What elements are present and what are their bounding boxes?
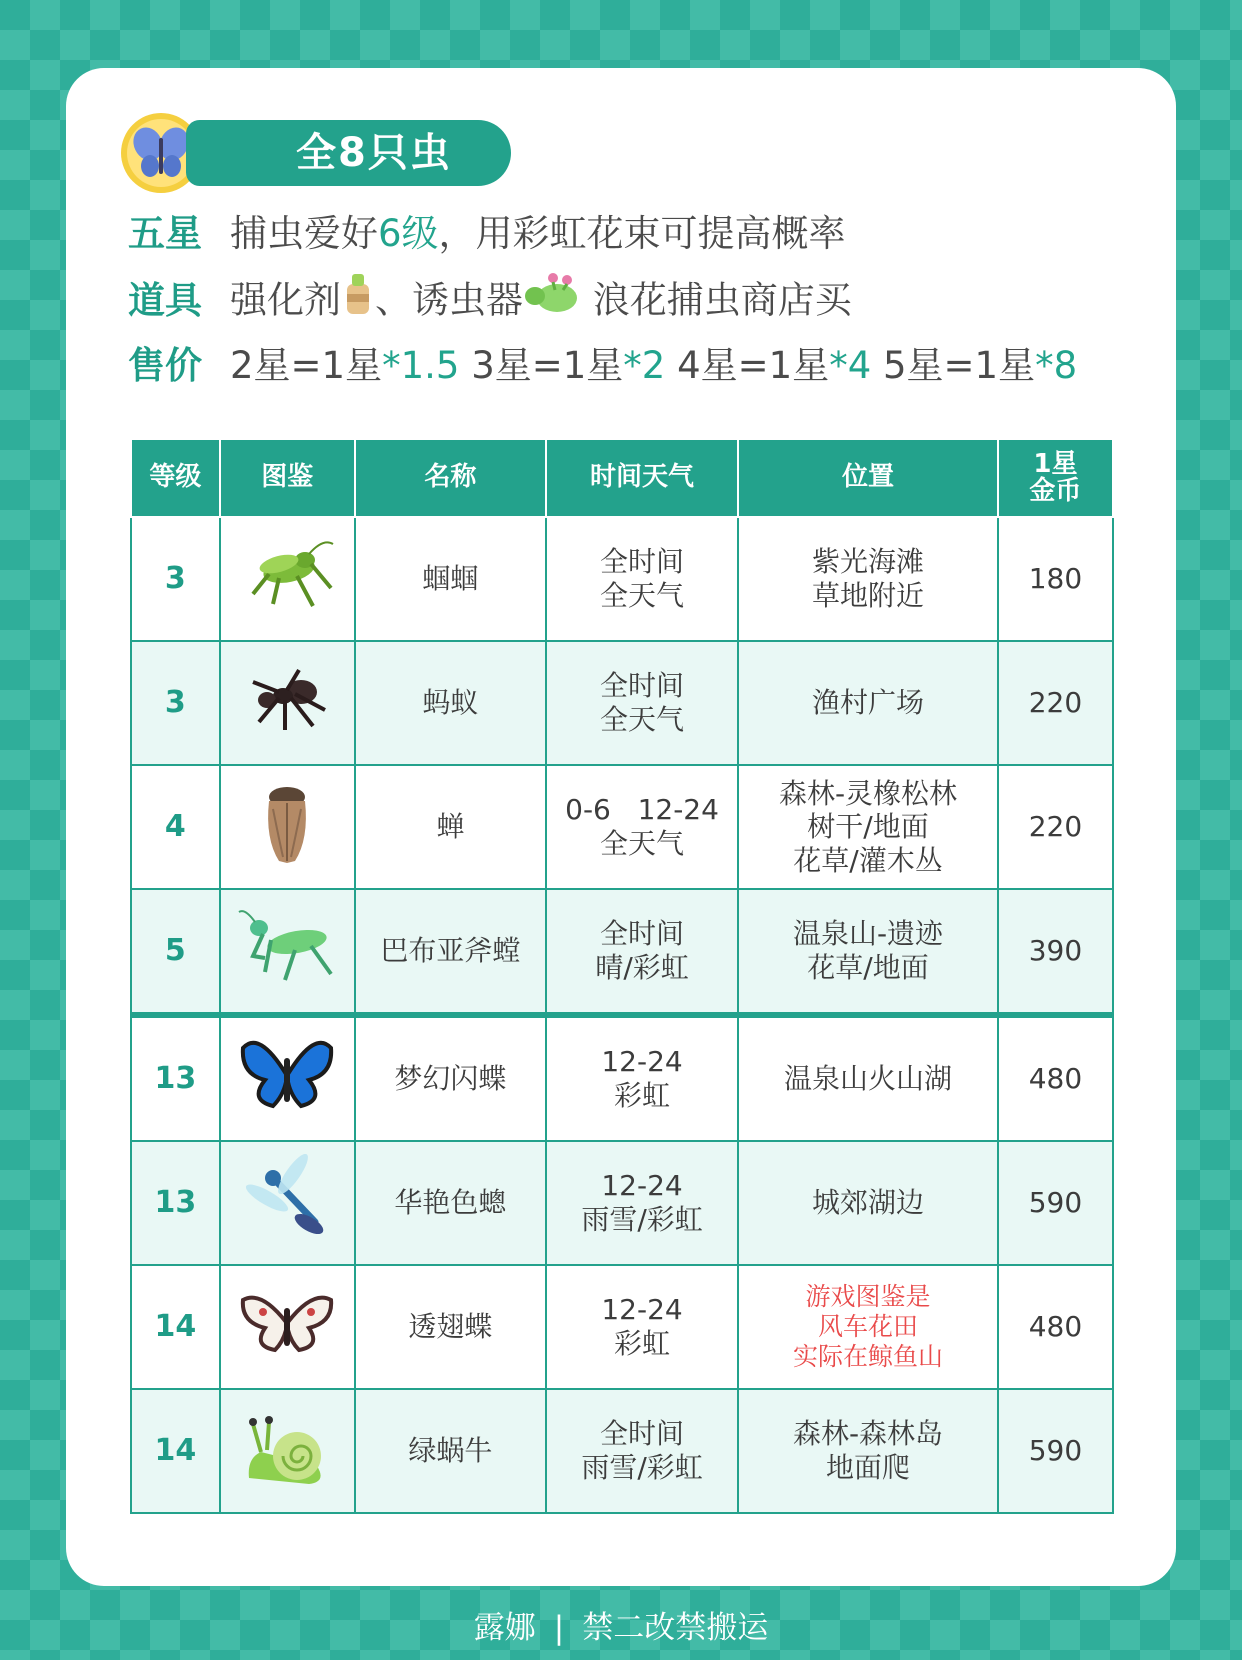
location-line: 森林-灵橡松林 bbox=[778, 776, 958, 810]
table-row bbox=[131, 1389, 1113, 1513]
name-cell: 蝉 bbox=[355, 765, 546, 889]
info-highlight: *8 bbox=[1035, 344, 1078, 387]
info-label: 五星 bbox=[128, 212, 202, 255]
icon-cell bbox=[220, 1265, 355, 1389]
time-weather-line: 12-24 bbox=[601, 1045, 683, 1079]
icon-cell bbox=[220, 889, 355, 1015]
info-row-five-star bbox=[128, 204, 846, 264]
table-row bbox=[131, 765, 1113, 889]
footer bbox=[0, 1602, 1242, 1647]
table-row bbox=[131, 1141, 1113, 1265]
price-cell: 220 bbox=[998, 765, 1113, 889]
price-cell: 480 bbox=[998, 1015, 1113, 1141]
level-cell: 13 bbox=[131, 1015, 220, 1141]
mantis-icon bbox=[235, 962, 339, 995]
name-cell: 华艳色蟌 bbox=[355, 1141, 546, 1265]
guide-card bbox=[66, 68, 1176, 1586]
level-cell: 14 bbox=[131, 1265, 220, 1389]
time-weather-line: 全时间 bbox=[600, 917, 685, 951]
info-highlight: *2 bbox=[623, 344, 666, 387]
info-text: 4星=1星 bbox=[665, 344, 830, 387]
info-text: 浪花捕虫商店买 bbox=[581, 278, 852, 322]
level-cell: 3 bbox=[131, 641, 220, 765]
location-cell bbox=[738, 765, 998, 889]
bug-lure-icon bbox=[523, 270, 581, 334]
column-header: 等级 bbox=[131, 439, 220, 517]
location-line: 游戏图鉴是 bbox=[805, 1282, 931, 1311]
time-weather-line: 全时间 bbox=[600, 1417, 685, 1451]
location-cell bbox=[738, 517, 998, 641]
info-text: 2星=1星 bbox=[230, 344, 383, 387]
column-header: 位置 bbox=[738, 439, 998, 517]
snail-icon bbox=[239, 1464, 335, 1497]
time-weather-cell bbox=[546, 889, 738, 1015]
name-cell: 梦幻闪蝶 bbox=[355, 1015, 546, 1141]
time-weather-line: 全天气 bbox=[600, 827, 685, 860]
price-cell: 480 bbox=[998, 1265, 1113, 1389]
grasshopper-icon bbox=[239, 590, 335, 623]
title-banner bbox=[186, 120, 511, 186]
location-line: 花草/灌木丛 bbox=[793, 843, 943, 877]
time-weather-line: 雨雪/彩虹 bbox=[581, 1203, 703, 1236]
glasswing-butterfly-icon bbox=[239, 1332, 335, 1365]
footer-notice: 禁二改禁搬运 bbox=[582, 1610, 769, 1646]
location-cell bbox=[738, 1141, 998, 1265]
level-cell: 14 bbox=[131, 1389, 220, 1513]
time-weather-line: 12-24 bbox=[601, 1169, 683, 1203]
info-label: 道具 bbox=[128, 278, 202, 322]
price-cell: 220 bbox=[998, 641, 1113, 765]
column-header: 时间天气 bbox=[546, 439, 738, 517]
info-text: 3星=1星 bbox=[459, 344, 624, 387]
dragonfly-icon bbox=[239, 1218, 335, 1251]
location-cell bbox=[738, 641, 998, 765]
name-cell: 蚂蚁 bbox=[355, 641, 546, 765]
info-highlight: 6级 bbox=[378, 212, 439, 255]
level-cell: 5 bbox=[131, 889, 220, 1015]
price-cell: 590 bbox=[998, 1141, 1113, 1265]
info-row-items bbox=[128, 270, 852, 330]
time-weather-cell bbox=[546, 517, 738, 641]
location-line: 风车花田 bbox=[817, 1312, 918, 1341]
price-cell: 590 bbox=[998, 1389, 1113, 1513]
level-cell: 13 bbox=[131, 1141, 220, 1265]
time-weather-line: 全天气 bbox=[600, 703, 685, 736]
info-text: 、诱虫器 bbox=[375, 278, 523, 322]
blue-butterfly-icon bbox=[239, 1090, 335, 1123]
location-line: 紫光海滩 bbox=[811, 545, 924, 579]
location-cell bbox=[738, 889, 998, 1015]
price-cell: 390 bbox=[998, 889, 1113, 1015]
footer-divider: | bbox=[553, 1610, 565, 1646]
icon-cell bbox=[220, 765, 355, 889]
time-weather-cell bbox=[546, 1389, 738, 1513]
info-text: 强化剂 bbox=[230, 278, 341, 322]
column-header: 1星 金币 bbox=[998, 439, 1113, 517]
time-weather-line: 彩虹 bbox=[614, 1327, 671, 1360]
table-row bbox=[131, 1015, 1113, 1141]
time-weather-line: 12-24 bbox=[601, 1293, 683, 1327]
column-header: 图鉴 bbox=[220, 439, 355, 517]
location-line: 地面爬 bbox=[825, 1451, 910, 1484]
info-text: 捕虫爱好 bbox=[230, 212, 378, 255]
column-header: 名称 bbox=[355, 439, 546, 517]
name-cell: 绿蜗牛 bbox=[355, 1389, 546, 1513]
level-cell: 3 bbox=[131, 517, 220, 641]
location-line: 花草/地面 bbox=[807, 951, 929, 984]
table-body bbox=[131, 517, 1113, 1513]
info-highlight: *4 bbox=[829, 344, 872, 387]
time-weather-line: 0-6 12-24 bbox=[565, 793, 719, 827]
bug-table bbox=[130, 438, 1114, 1514]
icon-cell bbox=[220, 1015, 355, 1141]
time-weather-line: 全时间 bbox=[600, 545, 685, 579]
time-weather-line: 全天气 bbox=[600, 579, 685, 612]
name-cell: 巴布亚斧螳 bbox=[355, 889, 546, 1015]
table-row bbox=[131, 1265, 1113, 1389]
info-highlight: *1.5 bbox=[382, 344, 460, 387]
footer-author: 露娜 bbox=[473, 1610, 536, 1646]
info-row-price bbox=[128, 336, 1077, 396]
location-cell bbox=[738, 1265, 998, 1389]
name-cell: 蝈蝈 bbox=[355, 517, 546, 641]
table-row bbox=[131, 641, 1113, 765]
time-weather-line: 晴/彩虹 bbox=[595, 951, 689, 984]
location-cell bbox=[738, 1389, 998, 1513]
table-row bbox=[131, 889, 1113, 1015]
icon-cell bbox=[220, 1141, 355, 1265]
time-weather-line: 雨雪/彩虹 bbox=[581, 1451, 703, 1484]
time-weather-cell bbox=[546, 1265, 738, 1389]
location-line: 城郊湖边 bbox=[811, 1186, 924, 1220]
location-cell bbox=[738, 1015, 998, 1141]
enhancer-potion-icon bbox=[341, 270, 375, 334]
time-weather-cell bbox=[546, 765, 738, 889]
location-line: 草地附近 bbox=[811, 579, 924, 612]
name-cell: 透翅蝶 bbox=[355, 1265, 546, 1389]
icon-cell bbox=[220, 641, 355, 765]
location-line: 森林-森林岛 bbox=[792, 1417, 944, 1451]
cicada-icon bbox=[239, 841, 335, 874]
time-weather-cell bbox=[546, 1015, 738, 1141]
icon-cell bbox=[220, 1389, 355, 1513]
table-row bbox=[131, 517, 1113, 641]
location-line: 实际在鲸鱼山 bbox=[792, 1342, 943, 1371]
icon-cell bbox=[220, 517, 355, 641]
level-cell: 4 bbox=[131, 765, 220, 889]
ant-icon bbox=[239, 714, 335, 747]
location-line: 树干/地面 bbox=[807, 810, 929, 844]
location-line: 温泉山-遗迹 bbox=[792, 917, 944, 951]
location-line: 渔村广场 bbox=[811, 686, 924, 720]
page-title: 全8只虫 bbox=[296, 130, 452, 176]
location-line: 温泉山火山湖 bbox=[783, 1062, 952, 1096]
table-header-row bbox=[131, 439, 1113, 517]
price-cell: 180 bbox=[998, 517, 1113, 641]
time-weather-line: 彩虹 bbox=[614, 1079, 671, 1112]
time-weather-cell bbox=[546, 641, 738, 765]
time-weather-cell bbox=[546, 1141, 738, 1265]
time-weather-line: 全时间 bbox=[600, 669, 685, 703]
info-text: ，用彩虹花束可提高概率 bbox=[438, 212, 846, 255]
info-text: 5星=1星 bbox=[871, 344, 1036, 387]
info-label: 售价 bbox=[128, 344, 202, 387]
